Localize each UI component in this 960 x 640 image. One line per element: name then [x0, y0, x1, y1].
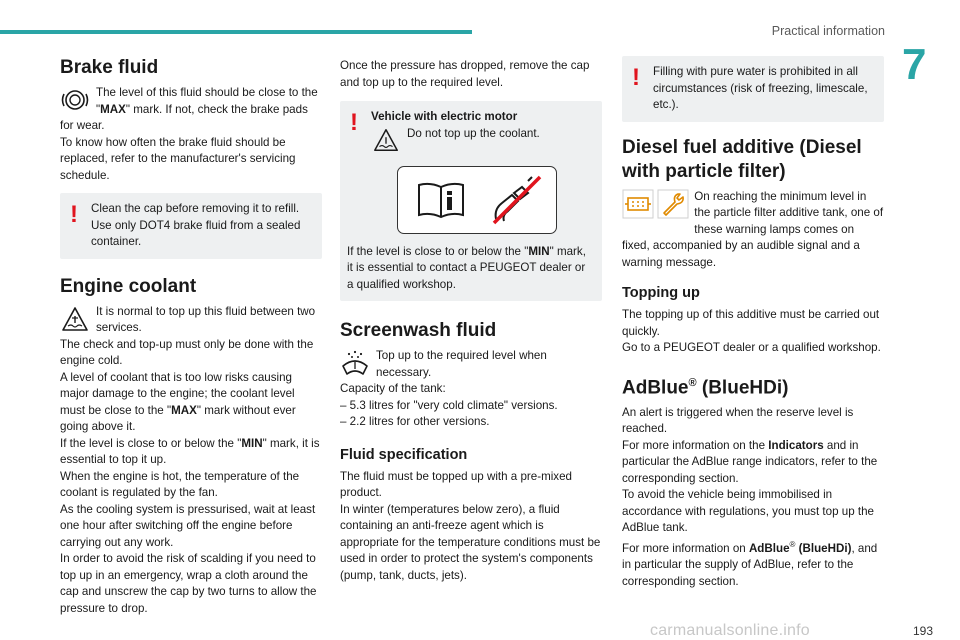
diesel-additive-text: On reaching the minimum level in the particle filter additive tank, one of these warning lamps comes on fixed, accompanied by an audible signal and a warning message. — [622, 189, 884, 269]
screenwash-capacity: Capacity of the tank: — [340, 382, 446, 395]
fluid-spec-text-1: The fluid must be topped up with a pre-mixed product. — [340, 469, 572, 499]
adblue-text-1: An alert is triggered when the reserve level is reached. — [622, 405, 854, 436]
diesel-additive-heading: Diesel fuel additive (Diesel with particle filter) — [622, 136, 862, 182]
section-title: Practical information — [771, 24, 885, 38]
coolant-icon — [60, 304, 90, 334]
brake-fluid-icon — [60, 85, 90, 115]
electric-motor-warning: ! Vehicle with electric motor Do not top up the coolant. If the level is close to or below the "MIN" mark, it is essential to contact a PEUGEOT dealer or a qualified workshop. — [340, 101, 602, 301]
warning-exclamation-icon: ! — [70, 201, 78, 228]
header-accent-bar — [0, 30, 472, 34]
column-1 — [60, 50, 322, 617]
coolant-intro: It is normal to top up this fluid between two services. — [60, 304, 322, 337]
brake-fluid-text-2: To know how often the brake fluid should be replaced, refer to the manufacturer's servicing schedule. — [60, 135, 296, 182]
screenwash-warning: ! Filling with pure water is prohibited in all circumstances (risk of freezing, limescale, etc.). — [622, 56, 884, 122]
watermark: carmanualsonline.info — [650, 622, 810, 639]
coolant-text-pressure: As the cooling system is pressurised, wait at least one hour after switching off the engine before carrying out any work. — [60, 502, 316, 549]
adblue-text-2: For more information on the Indicators and in particular the AdBlue range indicators, refer to the corresponding section. — [622, 438, 878, 485]
warning-exclamation-icon: ! — [350, 109, 358, 136]
screenwash-capacity-1: – 5.3 litres for "very cold climate" versions. — [340, 398, 558, 412]
coolant-text-min: If the level is close to or below the "MIN" mark, it is essential to top it up. — [60, 436, 320, 466]
adblue-text-3: To avoid the vehicle being immobilised in accordance with regulations, you must top up the AdBlue tank. — [622, 488, 874, 535]
chapter-number: 7 — [902, 40, 927, 89]
topping-up-heading: Topping up — [622, 285, 700, 301]
brake-fluid-text: The level of this fluid should be close to the "MAX" mark. If not, check the brake pads for wear. — [60, 86, 318, 132]
adblue-text-4: For more information on AdBlue® (BlueHDi), and in particular the supply of AdBlue, refer to the corresponding section. — [622, 539, 878, 588]
screenwash-text: Top up to the required level when necessary. — [340, 348, 602, 381]
topping-up-text-1: The topping up of this additive must be carried out quickly. — [622, 308, 880, 338]
adblue-heading: AdBlue® (BlueHDi) — [622, 376, 789, 398]
brake-fluid-warning: ! Clean the cap before removing it to refill. Use only DOT4 brake fluid from a sealed container. — [60, 193, 322, 259]
topping-up-text-2: Go to a PEUGEOT dealer or a qualified workshop. — [622, 341, 881, 354]
page-number: 193 — [912, 624, 933, 638]
coolant-text-cold: The check and top-up must only be done with the engine cold. — [60, 337, 314, 367]
engine-coolant-heading: Engine coolant — [60, 275, 197, 297]
coolant-warning-icon — [371, 126, 401, 154]
coolant-text-scald: In order to avoid the risk of scalding if you need to top up in an emergency, wrap a cloth around the cap and unscrew the cap by two turns to allow the pressure to drop. — [60, 552, 317, 615]
fluid-spec-heading: Fluid specification — [340, 446, 468, 463]
column-3 — [622, 56, 884, 590]
column-2 — [340, 58, 602, 584]
coolant-text-continue: Once the pressure has dropped, remove the cap and top up to the required level. — [340, 59, 590, 89]
warning-exclamation-icon: ! — [632, 64, 640, 91]
manual-book-icon — [416, 181, 466, 219]
particle-filter-icon — [622, 189, 654, 219]
service-wrench-icon — [657, 189, 689, 219]
coolant-text-low: A level of coolant that is too low risks causing major damage to the engine; the coolant level must be close to the "MAX" mark without ever going above it. — [60, 370, 296, 433]
coolant-text-hot: When the engine is hot, the temperature of the coolant is regulated by the fan. — [60, 469, 300, 499]
brake-fluid-heading: Brake fluid — [60, 57, 159, 78]
pictogram-panel — [397, 166, 557, 234]
screenwash-heading: Screenwash fluid — [340, 320, 497, 341]
screenwash-icon — [340, 348, 370, 378]
fluid-spec-text-2: In winter (temperatures below zero), a fluid containing an anti-freeze agent which is appropriate for the temperature conditions must be used in order to protect the system's components (pump, tank, ducts, jets). — [340, 502, 601, 582]
screenwash-capacity-2: – 2.2 litres for other versions. — [340, 415, 490, 428]
no-refill-icon — [488, 173, 544, 227]
